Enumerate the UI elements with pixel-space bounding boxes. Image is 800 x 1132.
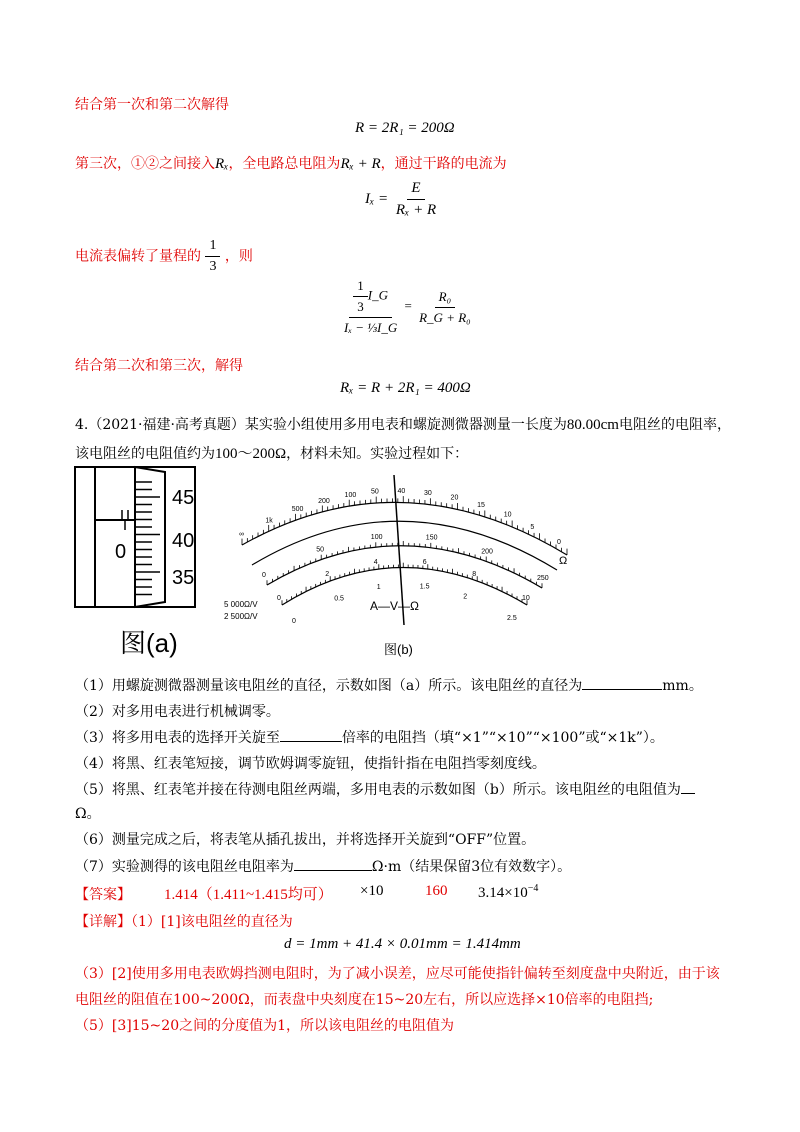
equation-3: $\frac{1}{3}$ I_G Iₓ − ⅓I_G = $\frac{\text{R₀}}{\text{R\_G + R₀}}$: [340, 278, 475, 336]
ohm-tick-label: 1k: [265, 517, 273, 525]
stem-part-d: ，材料未知。实验过程如下：: [286, 446, 469, 462]
ohm-tick-label: 0: [557, 539, 561, 546]
answer-4: [478, 883, 538, 902]
answer-1: 1.414（1.411~1.415均可）: [164, 887, 333, 903]
eq2-fraction: [392, 180, 440, 219]
thimble-label-35: 35: [172, 567, 195, 589]
ohm-tick-label: 50: [371, 488, 379, 496]
ohm-tick-label: 10: [503, 511, 512, 519]
solution-line-4: 结合第二次和第三次，解得: [75, 358, 243, 374]
step-6: （6）测量完成之后，将表笔从插孔拔出，并将选择开关旋到“OFF”位置。: [75, 832, 536, 848]
thimble-label-45: 45: [172, 487, 195, 509]
ohm-tick-label: ∞: [239, 531, 244, 538]
stem-part-b: 电阻丝的电阻率，: [618, 417, 731, 433]
dc-tick-label: 200: [481, 548, 493, 556]
answer-blank-3[interactable]: [681, 781, 695, 794]
stem-length: 80.00cm: [566, 417, 619, 433]
answer-4-base: 3.14×10: [478, 885, 528, 901]
eq2-num: E: [407, 180, 424, 200]
v25-tick-label: 1.5: [419, 583, 430, 591]
equation-4: Rₓ = R + 2R₁ = 400Ω: [340, 380, 471, 396]
eq3-ig: I_G: [367, 287, 388, 303]
line2-part-a: 第三次，①②之间接入: [75, 156, 215, 172]
ohm-tick-label: 15: [477, 501, 485, 509]
sensitivity-1: 5 000Ω/V: [224, 600, 258, 609]
ac-tick-label: 6: [422, 559, 427, 566]
line2-rx: Rₓ: [215, 156, 229, 172]
dc-tick-label: 250: [537, 575, 549, 582]
step-7: [75, 856, 571, 876]
step-7-tail: Ω·m（结果保留3位有效数字）。: [371, 859, 572, 875]
step-1-text: （1）用螺旋测微器测量该电阻丝的直径，示数如图（a）所示。该电阻丝的直径为: [75, 678, 583, 694]
eq3-right: [415, 289, 475, 326]
v25-tick-label: 2.5: [507, 615, 517, 622]
ac-tick-label: 10: [522, 595, 530, 602]
line3-num: 1: [205, 238, 220, 257]
sensitivity-2: 2 500Ω/V: [224, 612, 258, 621]
line3-part-a: 电流表偏转了量程的: [75, 248, 201, 265]
step-1: [75, 675, 703, 695]
eq3-left: [340, 278, 401, 336]
detail-l1: （1）[1]该电阻丝的直径为: [131, 914, 293, 930]
line3-part-b: ，则: [224, 248, 253, 265]
step-1-unit: mm。: [662, 678, 703, 694]
step-3-text: （3）将多用电表的选择开关旋至: [75, 730, 280, 746]
eq3-left-num: [349, 278, 392, 318]
ac-tick-label: 0: [277, 595, 281, 602]
detail-line-4: （5）[3]15~20之间的分度值为1，所以该电阻丝的电阻值为: [75, 1018, 455, 1034]
step-7-text: （7）实验测得的该电阻丝电阻率为: [75, 859, 294, 875]
ohm-tick-label: 500: [291, 506, 304, 514]
eq3-small-den: 3: [357, 299, 364, 314]
solution-line-1: 结合第一次和第二次解得: [75, 97, 229, 113]
solution-line-3: [75, 238, 253, 275]
equation-1: R = 2R₁ = 200Ω: [355, 120, 455, 136]
step-5-text: （5）将黑、红表笔并接在待测电阻丝两端，多用电表的示数如图（b）所示。该电阻丝的电阻值为: [75, 782, 681, 798]
v25-tick-label: 1: [376, 583, 381, 591]
mode-label: A—V—Ω: [370, 599, 419, 613]
thimble-label-40: 40: [172, 530, 195, 552]
dc-tick-label: 100: [370, 534, 383, 542]
step-5-unit: Ω。: [75, 806, 101, 822]
answer-2: ×10: [360, 883, 384, 899]
detail-line-3: 电阻丝的阻值在100~200Ω，而表盘中央刻度在15~20左右，所以应选择×10倍率的电阻挡;: [75, 992, 654, 1008]
figure-a-micrometer: [70, 462, 215, 662]
step-3-tail: 倍率的电阻挡（填“×1”“×10”“×100”或“×1k”）。: [341, 730, 664, 746]
question-stem-line-1: [75, 414, 731, 434]
eq3-small-num: 1: [353, 278, 368, 297]
dc-tick-label: 50: [316, 546, 324, 554]
ac-tick-label: 4: [373, 559, 378, 566]
eq3-left-den: Iₓ − ⅓I_G: [344, 320, 398, 335]
sleeve-zero-label: 0: [115, 541, 127, 563]
question-source: （2021·福建·高考真题）: [88, 417, 245, 433]
answer-tag: 【答案】: [75, 887, 131, 903]
ohm-tick-label: 40: [397, 488, 406, 495]
answer-blank-4[interactable]: [294, 858, 372, 871]
question-number: 4.: [75, 417, 89, 433]
ohm-tick-label: 5: [530, 523, 535, 531]
line2-sum: Rₓ + R: [340, 156, 381, 172]
ohm-unit-label: Ω: [559, 555, 568, 567]
detail-line-1: [75, 911, 293, 931]
answer-3: 160: [425, 883, 448, 899]
ac-tick-label: 8: [472, 571, 477, 578]
ohm-tick-label: 20: [450, 494, 459, 502]
eq3-right-den: R_G + R₀: [419, 309, 471, 325]
eq2-den: Rₓ + R: [395, 202, 437, 218]
eq3-right-num: R₀: [435, 289, 455, 308]
stem-range: 100～200Ω: [215, 446, 287, 462]
line2-part-c: ，通过干路的电流为: [380, 156, 507, 172]
detail-line-2: （3）[2]使用多用电表欧姆挡测电阻时，为了减小误差，应尽可能使指针偏转至刻度盘中央附近，由于该: [75, 966, 720, 982]
stem-part-a: 某实验小组使用多用电表和螺旋测微器测量一长度为: [244, 417, 567, 433]
step-5: [75, 779, 695, 799]
ohm-tick-label: 100: [344, 491, 357, 499]
answer-4-exponent: −4: [527, 883, 539, 894]
step-4: （4）将黑、红表笔短接，调节欧姆调零旋钮，使指针指在电阻挡零刻度线。: [75, 756, 546, 772]
dc-tick-label: 150: [425, 534, 438, 542]
ac-tick-label: 2: [325, 571, 330, 578]
detail-equation: d = 1mm + 41.4 × 0.01mm = 1.414mm: [284, 936, 521, 952]
step-2: （2）对多用电表进行机械调零。: [75, 704, 280, 720]
eq2-lhs: Iₓ =: [365, 190, 389, 207]
stem-part-c: 该电阻丝的电阻值约为: [75, 446, 215, 462]
question-stem-line-2: [75, 442, 468, 463]
v25-tick-label: 0.5: [334, 595, 344, 603]
ohm-tick-label: 30: [424, 489, 432, 497]
step-3: [75, 727, 664, 747]
answer-blank-1[interactable]: [582, 677, 662, 690]
line3-den: 3: [209, 259, 217, 274]
line3-fraction: [205, 238, 220, 275]
answer-blank-2[interactable]: [280, 729, 342, 742]
figure-b-multimeter: [222, 470, 582, 660]
equation-2: [365, 180, 440, 219]
v25-tick-label: 2: [463, 593, 468, 601]
figure-b-label: 图(b): [384, 642, 413, 657]
dc-scale-arc: [267, 546, 542, 591]
ohm-tick-label: 200: [318, 497, 330, 505]
detail-tag: 【详解】: [75, 914, 131, 930]
figure-a-label: 图(a): [120, 628, 178, 658]
dc-tick-label: 0: [262, 572, 266, 579]
v25-tick-label: 0: [292, 618, 296, 625]
eq3-small-frac: [353, 278, 368, 315]
solution-line-2: [75, 153, 507, 173]
line2-part-b: ，全电路总电阻为: [228, 156, 341, 172]
